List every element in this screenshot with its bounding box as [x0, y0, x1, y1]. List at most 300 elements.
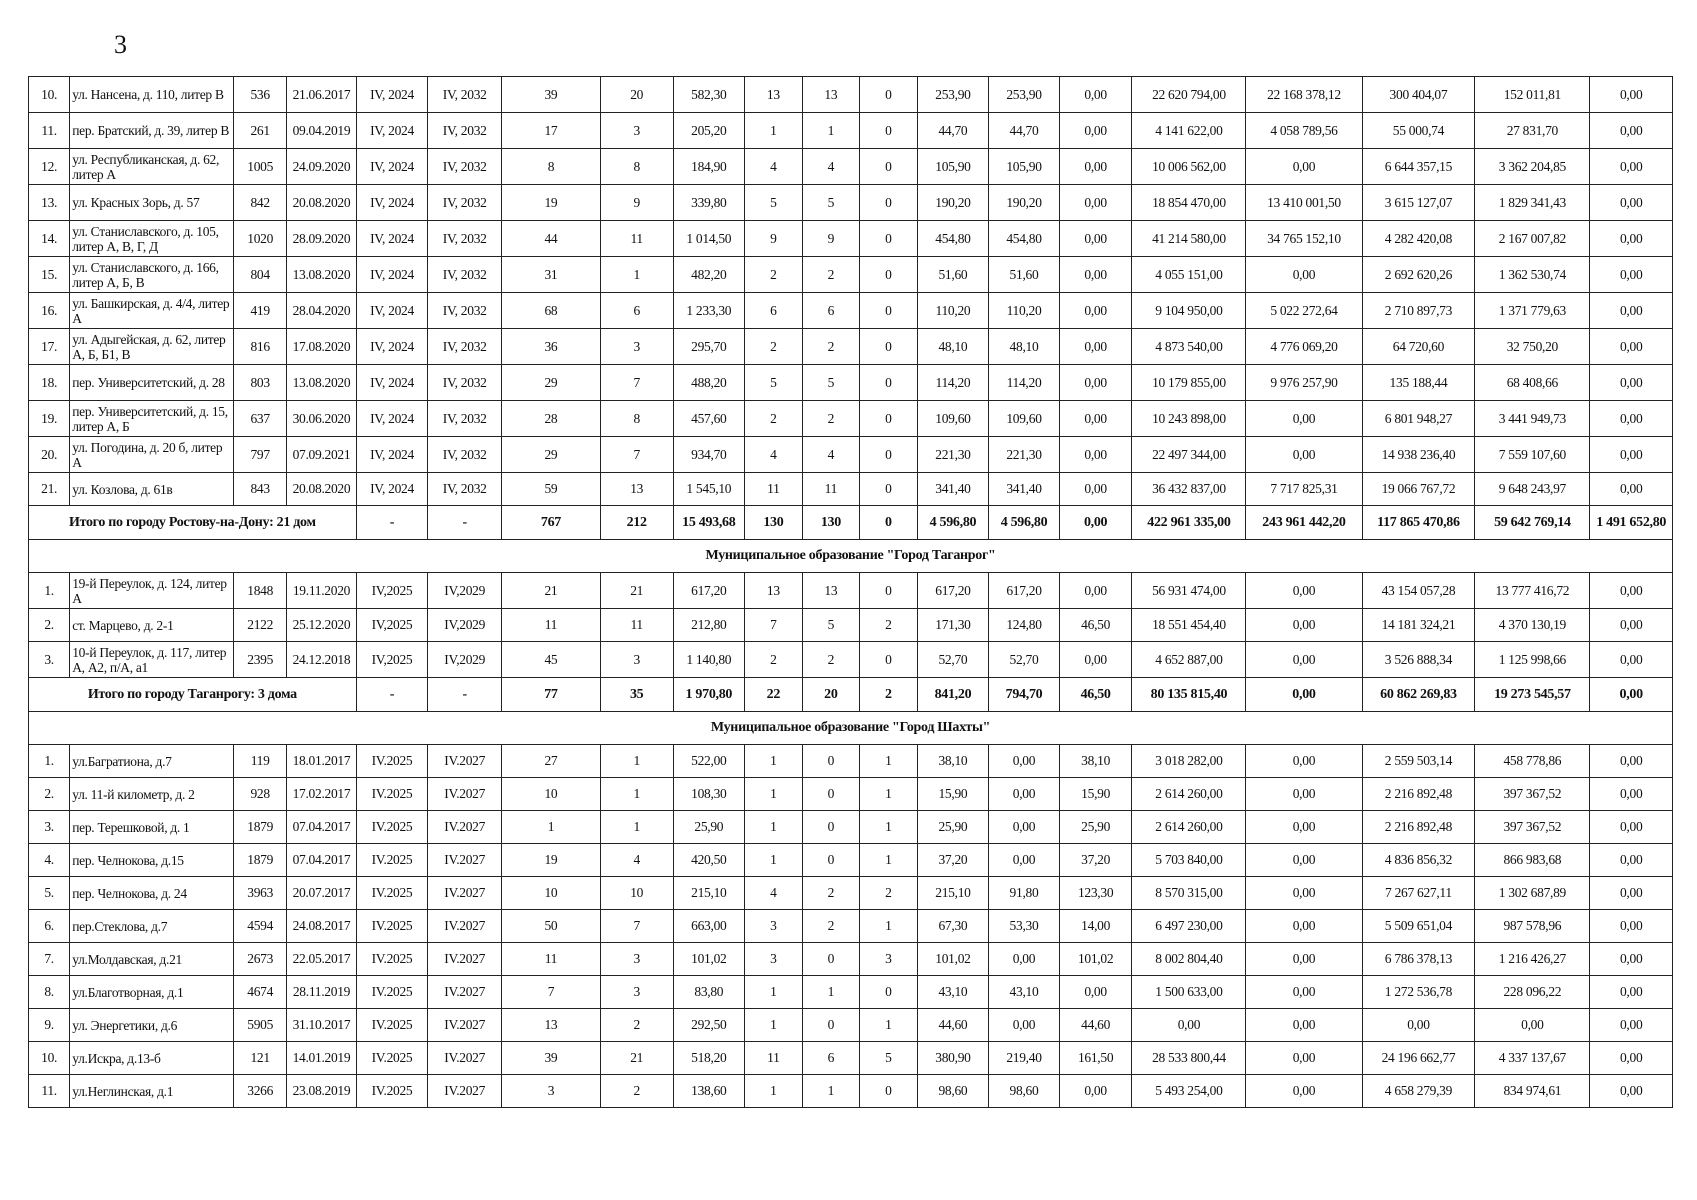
table-cell: 190,20: [917, 185, 989, 221]
total-cell: 767: [502, 506, 601, 540]
total-cell: 243 961 442,20: [1246, 506, 1362, 540]
table-cell: IV.2025: [356, 844, 428, 877]
table-cell: 0,00: [1590, 329, 1673, 365]
table-cell: 0,00: [1246, 811, 1362, 844]
table-cell: 109,60: [989, 401, 1060, 437]
table-cell: 123,30: [1059, 877, 1132, 910]
table-cell: 3: [502, 1075, 601, 1108]
table-cell: 0,00: [1059, 365, 1132, 401]
table-cell: 0,00: [1590, 473, 1673, 506]
table-cell: 0,00: [1590, 910, 1673, 943]
table-cell: 0,00: [1059, 113, 1132, 149]
municipality-header: Муниципальное образование "Город Шахты": [29, 712, 1673, 745]
table-cell: 482,20: [673, 257, 745, 293]
table-cell: 205,20: [673, 113, 745, 149]
table-cell: 253,90: [917, 77, 989, 113]
table-cell: 3: [860, 943, 918, 976]
table-cell: 32 750,20: [1475, 329, 1590, 365]
table-cell: 0: [802, 1009, 860, 1042]
table-cell: 1 362 530,74: [1475, 257, 1590, 293]
table-cell: 1: [860, 1009, 918, 1042]
total-cell: 1 491 652,80: [1590, 506, 1673, 540]
table-cell: 1005: [234, 149, 287, 185]
table-cell: 3963: [234, 877, 287, 910]
address-cell: ул. Энергетики, д.6: [70, 1009, 234, 1042]
table-cell: 866 983,68: [1475, 844, 1590, 877]
table-cell: 38,10: [917, 745, 989, 778]
table-cell: 6: [745, 293, 803, 329]
table-cell: 1: [745, 778, 803, 811]
table-cell: 28 533 800,44: [1132, 1042, 1246, 1075]
table-cell: 121: [234, 1042, 287, 1075]
table-row: [29, 365, 1673, 401]
table-cell: 0,00: [1590, 185, 1673, 221]
table-cell: 46,50: [1059, 609, 1132, 642]
table-cell: 09.04.2019: [287, 113, 356, 149]
table-cell: 39: [502, 77, 601, 113]
total-cell: 2: [860, 678, 918, 712]
table-cell: 28.04.2020: [287, 293, 356, 329]
row-number: 4.: [29, 844, 70, 877]
total-cell: 4 596,80: [917, 506, 989, 540]
table-cell: 3 526 888,34: [1362, 642, 1475, 678]
table-cell: 5: [802, 365, 860, 401]
table-cell: 10 179 855,00: [1132, 365, 1246, 401]
table-cell: 18 551 454,40: [1132, 609, 1246, 642]
table-cell: 215,10: [917, 877, 989, 910]
table-cell: 4 873 540,00: [1132, 329, 1246, 365]
table-cell: 11: [600, 609, 673, 642]
table-cell: 0,00: [1246, 573, 1362, 609]
table-cell: 55 000,74: [1362, 113, 1475, 149]
table-cell: 0: [802, 778, 860, 811]
table-cell: 5 509 651,04: [1362, 910, 1475, 943]
table-cell: IV,2029: [428, 642, 502, 678]
table-cell: 110,20: [917, 293, 989, 329]
table-cell: 59: [502, 473, 601, 506]
table-cell: 44: [502, 221, 601, 257]
table-cell: 3 441 949,73: [1475, 401, 1590, 437]
table-cell: IV, 2024: [356, 149, 428, 185]
table-cell: 5 703 840,00: [1132, 844, 1246, 877]
total-label: Итого по городу Ростову-на-Дону: 21 дом: [29, 506, 357, 540]
address-cell: 10-й Переулок, д. 117, литер А, А2, п/А, а1: [70, 642, 234, 678]
table-cell: 4 055 151,00: [1132, 257, 1246, 293]
row-number: 15.: [29, 257, 70, 293]
table-row: [29, 910, 1673, 943]
table-cell: 5 022 272,64: [1246, 293, 1362, 329]
total-cell: 15 493,68: [673, 506, 745, 540]
table-cell: 934,70: [673, 437, 745, 473]
table-cell: 1848: [234, 573, 287, 609]
table-cell: IV,2025: [356, 642, 428, 678]
table-cell: 522,00: [673, 745, 745, 778]
address-cell: ул. 11-й километр, д. 2: [70, 778, 234, 811]
table-cell: 0: [860, 257, 918, 293]
table-cell: 5 493 254,00: [1132, 1075, 1246, 1108]
table-cell: 7: [600, 437, 673, 473]
table-cell: 420,50: [673, 844, 745, 877]
table-cell: 0,00: [1059, 185, 1132, 221]
table-cell: 9 104 950,00: [1132, 293, 1246, 329]
table-cell: 2 710 897,73: [1362, 293, 1475, 329]
table-cell: 22 497 344,00: [1132, 437, 1246, 473]
table-cell: 457,60: [673, 401, 745, 437]
table-cell: 7 559 107,60: [1475, 437, 1590, 473]
table-cell: 0,00: [1132, 1009, 1246, 1042]
row-number: 1.: [29, 745, 70, 778]
table-cell: 0,00: [1246, 778, 1362, 811]
table-cell: 68: [502, 293, 601, 329]
table-cell: IV.2027: [428, 976, 502, 1009]
table-cell: 135 188,44: [1362, 365, 1475, 401]
table-cell: 8: [600, 149, 673, 185]
table-cell: 0,00: [1590, 113, 1673, 149]
table-cell: 4 282 420,08: [1362, 221, 1475, 257]
table-cell: 20.07.2017: [287, 877, 356, 910]
table-row: [29, 844, 1673, 877]
table-cell: IV.2025: [356, 778, 428, 811]
address-cell: ул. Козлова, д. 61в: [70, 473, 234, 506]
table-row: [29, 77, 1673, 113]
table-cell: 0,00: [1590, 293, 1673, 329]
table-cell: 2 216 892,48: [1362, 811, 1475, 844]
table-cell: 11: [600, 221, 673, 257]
table-cell: 0,00: [1590, 1009, 1673, 1042]
table-cell: IV, 2024: [356, 401, 428, 437]
table-cell: 1: [745, 844, 803, 877]
total-cell: 59 642 769,14: [1475, 506, 1590, 540]
table-cell: IV.2027: [428, 778, 502, 811]
table-cell: 0: [860, 149, 918, 185]
table-cell: 4674: [234, 976, 287, 1009]
table-cell: 0,00: [1246, 844, 1362, 877]
table-cell: 341,40: [989, 473, 1060, 506]
table-cell: 0,00: [1059, 149, 1132, 185]
table-cell: 45: [502, 642, 601, 678]
table-row: [29, 437, 1673, 473]
table-cell: IV.2027: [428, 844, 502, 877]
table-cell: 52,70: [989, 642, 1060, 678]
table-cell: IV.2025: [356, 745, 428, 778]
table-row: [29, 293, 1673, 329]
table-cell: 1: [860, 910, 918, 943]
table-cell: 300 404,07: [1362, 77, 1475, 113]
address-cell: ул. Станиславского, д. 166, литер А, Б, В: [70, 257, 234, 293]
table-cell: 2: [802, 877, 860, 910]
table-cell: 53,30: [989, 910, 1060, 943]
table-cell: IV.2025: [356, 1042, 428, 1075]
table-cell: 10 006 562,00: [1132, 149, 1246, 185]
address-cell: ул. Станиславского, д. 105, литер А, В, Г, Д: [70, 221, 234, 257]
table-cell: 0,00: [1590, 365, 1673, 401]
table-cell: 1879: [234, 811, 287, 844]
row-number: 19.: [29, 401, 70, 437]
table-cell: 0,00: [1590, 401, 1673, 437]
table-cell: 4 337 137,67: [1475, 1042, 1590, 1075]
table-cell: 37,20: [1059, 844, 1132, 877]
table-cell: 15,90: [1059, 778, 1132, 811]
table-cell: 14 938 236,40: [1362, 437, 1475, 473]
table-row: [29, 257, 1673, 293]
row-number: 6.: [29, 910, 70, 943]
table-cell: IV, 2024: [356, 221, 428, 257]
table-cell: 10 243 898,00: [1132, 401, 1246, 437]
table-cell: 2: [745, 329, 803, 365]
table-cell: 0,00: [1590, 943, 1673, 976]
table-cell: 0,00: [1590, 1075, 1673, 1108]
table-row: [29, 401, 1673, 437]
table-cell: 14 181 324,21: [1362, 609, 1475, 642]
table-cell: 0,00: [989, 778, 1060, 811]
table-cell: 6 644 357,15: [1362, 149, 1475, 185]
table-cell: 0: [860, 573, 918, 609]
table-cell: IV.2027: [428, 1075, 502, 1108]
table-cell: IV, 2032: [428, 77, 502, 113]
table-cell: 1: [802, 113, 860, 149]
table-cell: 4 141 622,00: [1132, 113, 1246, 149]
table-cell: 6 801 948,27: [1362, 401, 1475, 437]
table-cell: IV, 2024: [356, 437, 428, 473]
table-cell: IV, 2032: [428, 473, 502, 506]
table-cell: 3266: [234, 1075, 287, 1108]
table-cell: 2: [860, 877, 918, 910]
table-cell: 27: [502, 745, 601, 778]
table-cell: 0,00: [1059, 1075, 1132, 1108]
table-cell: 07.09.2021: [287, 437, 356, 473]
table-cell: IV.2027: [428, 1009, 502, 1042]
address-cell: пер. Терешковой, д. 1: [70, 811, 234, 844]
table-cell: 110,20: [989, 293, 1060, 329]
table-cell: 6 497 230,00: [1132, 910, 1246, 943]
table-cell: 2 614 260,00: [1132, 778, 1246, 811]
row-number: 5.: [29, 877, 70, 910]
table-cell: 0,00: [1590, 1042, 1673, 1075]
table-cell: 31.10.2017: [287, 1009, 356, 1042]
table-cell: 18.01.2017: [287, 745, 356, 778]
table-cell: 0,00: [1590, 77, 1673, 113]
table-cell: 7 267 627,11: [1362, 877, 1475, 910]
table-cell: 6 786 378,13: [1362, 943, 1475, 976]
address-cell: ул. Адыгейская, д. 62, литер А, Б, Б1, В: [70, 329, 234, 365]
table-cell: 36: [502, 329, 601, 365]
table-cell: 9: [600, 185, 673, 221]
table-cell: 5905: [234, 1009, 287, 1042]
table-cell: 13 777 416,72: [1475, 573, 1590, 609]
table-cell: 488,20: [673, 365, 745, 401]
table-cell: 0,00: [1590, 149, 1673, 185]
address-cell: пер. Челнокова, д. 24: [70, 877, 234, 910]
table-cell: 0,00: [1246, 910, 1362, 943]
table-cell: 44,70: [917, 113, 989, 149]
row-number: 21.: [29, 473, 70, 506]
table-cell: 0: [860, 293, 918, 329]
table-cell: 5: [745, 185, 803, 221]
table-cell: 105,90: [917, 149, 989, 185]
table-row: [29, 1042, 1673, 1075]
address-cell: пер. Челнокова, д.15: [70, 844, 234, 877]
table-cell: 842: [234, 185, 287, 221]
address-cell: пер. Университетский, д. 28: [70, 365, 234, 401]
table-cell: 3 362 204,85: [1475, 149, 1590, 185]
total-cell: 117 865 470,86: [1362, 506, 1475, 540]
table-row: [29, 1075, 1673, 1108]
municipality-header: Муниципальное образование "Город Таганрог": [29, 540, 1673, 573]
municipality-header-row: [29, 540, 1673, 573]
table-cell: IV, 2032: [428, 293, 502, 329]
table-cell: 184,90: [673, 149, 745, 185]
table-cell: 1 014,50: [673, 221, 745, 257]
total-row: [29, 506, 1673, 540]
table-cell: 0,00: [1246, 609, 1362, 642]
table-cell: 7 717 825,31: [1246, 473, 1362, 506]
address-cell: ул. Нансена, д. 110, литер В: [70, 77, 234, 113]
table-cell: 2: [802, 910, 860, 943]
table-cell: 5: [745, 365, 803, 401]
table-cell: 11: [745, 1042, 803, 1075]
table-row: [29, 943, 1673, 976]
table-cell: 1 140,80: [673, 642, 745, 678]
table-cell: 161,50: [1059, 1042, 1132, 1075]
table-cell: 987 578,96: [1475, 910, 1590, 943]
row-number: 7.: [29, 943, 70, 976]
table-cell: 124,80: [989, 609, 1060, 642]
table-cell: 2: [860, 609, 918, 642]
table-cell: 9: [802, 221, 860, 257]
table-cell: 11: [502, 609, 601, 642]
table-cell: 261: [234, 113, 287, 149]
address-cell: ул.Неглинская, д.1: [70, 1075, 234, 1108]
table-cell: 152 011,81: [1475, 77, 1590, 113]
table-cell: 0,00: [1475, 1009, 1590, 1042]
table-cell: 0,00: [1590, 877, 1673, 910]
table-cell: 458 778,86: [1475, 745, 1590, 778]
table-cell: 0,00: [1059, 976, 1132, 1009]
table-cell: 52,70: [917, 642, 989, 678]
table-cell: 4 836 856,32: [1362, 844, 1475, 877]
table-cell: IV, 2032: [428, 257, 502, 293]
total-cell: 0: [860, 506, 918, 540]
row-number: 2.: [29, 609, 70, 642]
row-number: 10.: [29, 77, 70, 113]
table-cell: 3: [600, 642, 673, 678]
total-cell: 1 970,80: [673, 678, 745, 712]
table-cell: 07.04.2017: [287, 844, 356, 877]
table-cell: 0,00: [1059, 473, 1132, 506]
total-cell: 0,00: [1246, 678, 1362, 712]
table-row: [29, 113, 1673, 149]
table-cell: 804: [234, 257, 287, 293]
table-cell: 4: [745, 149, 803, 185]
table-row: [29, 149, 1673, 185]
table-cell: IV.2025: [356, 943, 428, 976]
table-cell: 0,00: [989, 1009, 1060, 1042]
table-cell: 1: [802, 1075, 860, 1108]
table-cell: 0,00: [1059, 642, 1132, 678]
table-cell: 1 545,10: [673, 473, 745, 506]
table-cell: 843: [234, 473, 287, 506]
table-cell: 19 066 767,72: [1362, 473, 1475, 506]
table-cell: IV, 2024: [356, 185, 428, 221]
table-cell: 51,60: [917, 257, 989, 293]
row-number: 8.: [29, 976, 70, 1009]
table-cell: 0,00: [1246, 943, 1362, 976]
table-cell: 10: [502, 778, 601, 811]
table-cell: 0,00: [1590, 642, 1673, 678]
total-cell: -: [428, 678, 502, 712]
table-cell: 4 370 130,19: [1475, 609, 1590, 642]
row-number: 9.: [29, 1009, 70, 1042]
table-cell: 22 620 794,00: [1132, 77, 1246, 113]
table-cell: 19.11.2020: [287, 573, 356, 609]
table-cell: 816: [234, 329, 287, 365]
total-cell: -: [356, 678, 428, 712]
table-cell: 28: [502, 401, 601, 437]
table-cell: 797: [234, 437, 287, 473]
table-cell: 4 652 887,00: [1132, 642, 1246, 678]
table-cell: 0,00: [1590, 778, 1673, 811]
table-cell: 0,00: [1059, 257, 1132, 293]
table-cell: 0,00: [1590, 745, 1673, 778]
table-cell: 1 829 341,43: [1475, 185, 1590, 221]
table-cell: 37,20: [917, 844, 989, 877]
table-cell: 34 765 152,10: [1246, 221, 1362, 257]
table-cell: 0: [802, 745, 860, 778]
table-cell: 19: [502, 844, 601, 877]
table-cell: 0,00: [1246, 877, 1362, 910]
table-cell: 44,70: [989, 113, 1060, 149]
table-cell: IV.2025: [356, 976, 428, 1009]
table-cell: 1 216 426,27: [1475, 943, 1590, 976]
table-cell: 4594: [234, 910, 287, 943]
table-cell: 10: [600, 877, 673, 910]
table-cell: 2: [600, 1009, 673, 1042]
table-cell: 30.06.2020: [287, 401, 356, 437]
table-cell: 13: [802, 573, 860, 609]
table-cell: 3: [600, 976, 673, 1009]
table-cell: 1: [745, 976, 803, 1009]
table-cell: IV, 2024: [356, 329, 428, 365]
table-cell: IV, 2024: [356, 365, 428, 401]
table-cell: 13: [600, 473, 673, 506]
table-cell: 219,40: [989, 1042, 1060, 1075]
table-cell: 13: [745, 573, 803, 609]
table-cell: 0: [860, 185, 918, 221]
table-cell: 2 167 007,82: [1475, 221, 1590, 257]
table-cell: IV, 2024: [356, 113, 428, 149]
table-cell: 0: [860, 401, 918, 437]
table-cell: IV, 2032: [428, 329, 502, 365]
table-cell: 11: [502, 943, 601, 976]
row-number: 11.: [29, 1075, 70, 1108]
table-cell: 295,70: [673, 329, 745, 365]
table-cell: 2673: [234, 943, 287, 976]
table-cell: 2 692 620,26: [1362, 257, 1475, 293]
table-cell: 105,90: [989, 149, 1060, 185]
table-cell: 339,80: [673, 185, 745, 221]
table-cell: 4 658 279,39: [1362, 1075, 1475, 1108]
table-cell: 617,20: [917, 573, 989, 609]
table-cell: 4 058 789,56: [1246, 113, 1362, 149]
table-cell: 0,00: [1246, 745, 1362, 778]
table-cell: 0,00: [1246, 642, 1362, 678]
table-cell: IV, 2032: [428, 437, 502, 473]
table-cell: 17.02.2017: [287, 778, 356, 811]
table-cell: 0,00: [1590, 437, 1673, 473]
table-cell: 582,30: [673, 77, 745, 113]
table-cell: 1: [860, 745, 918, 778]
table-cell: 3: [600, 943, 673, 976]
